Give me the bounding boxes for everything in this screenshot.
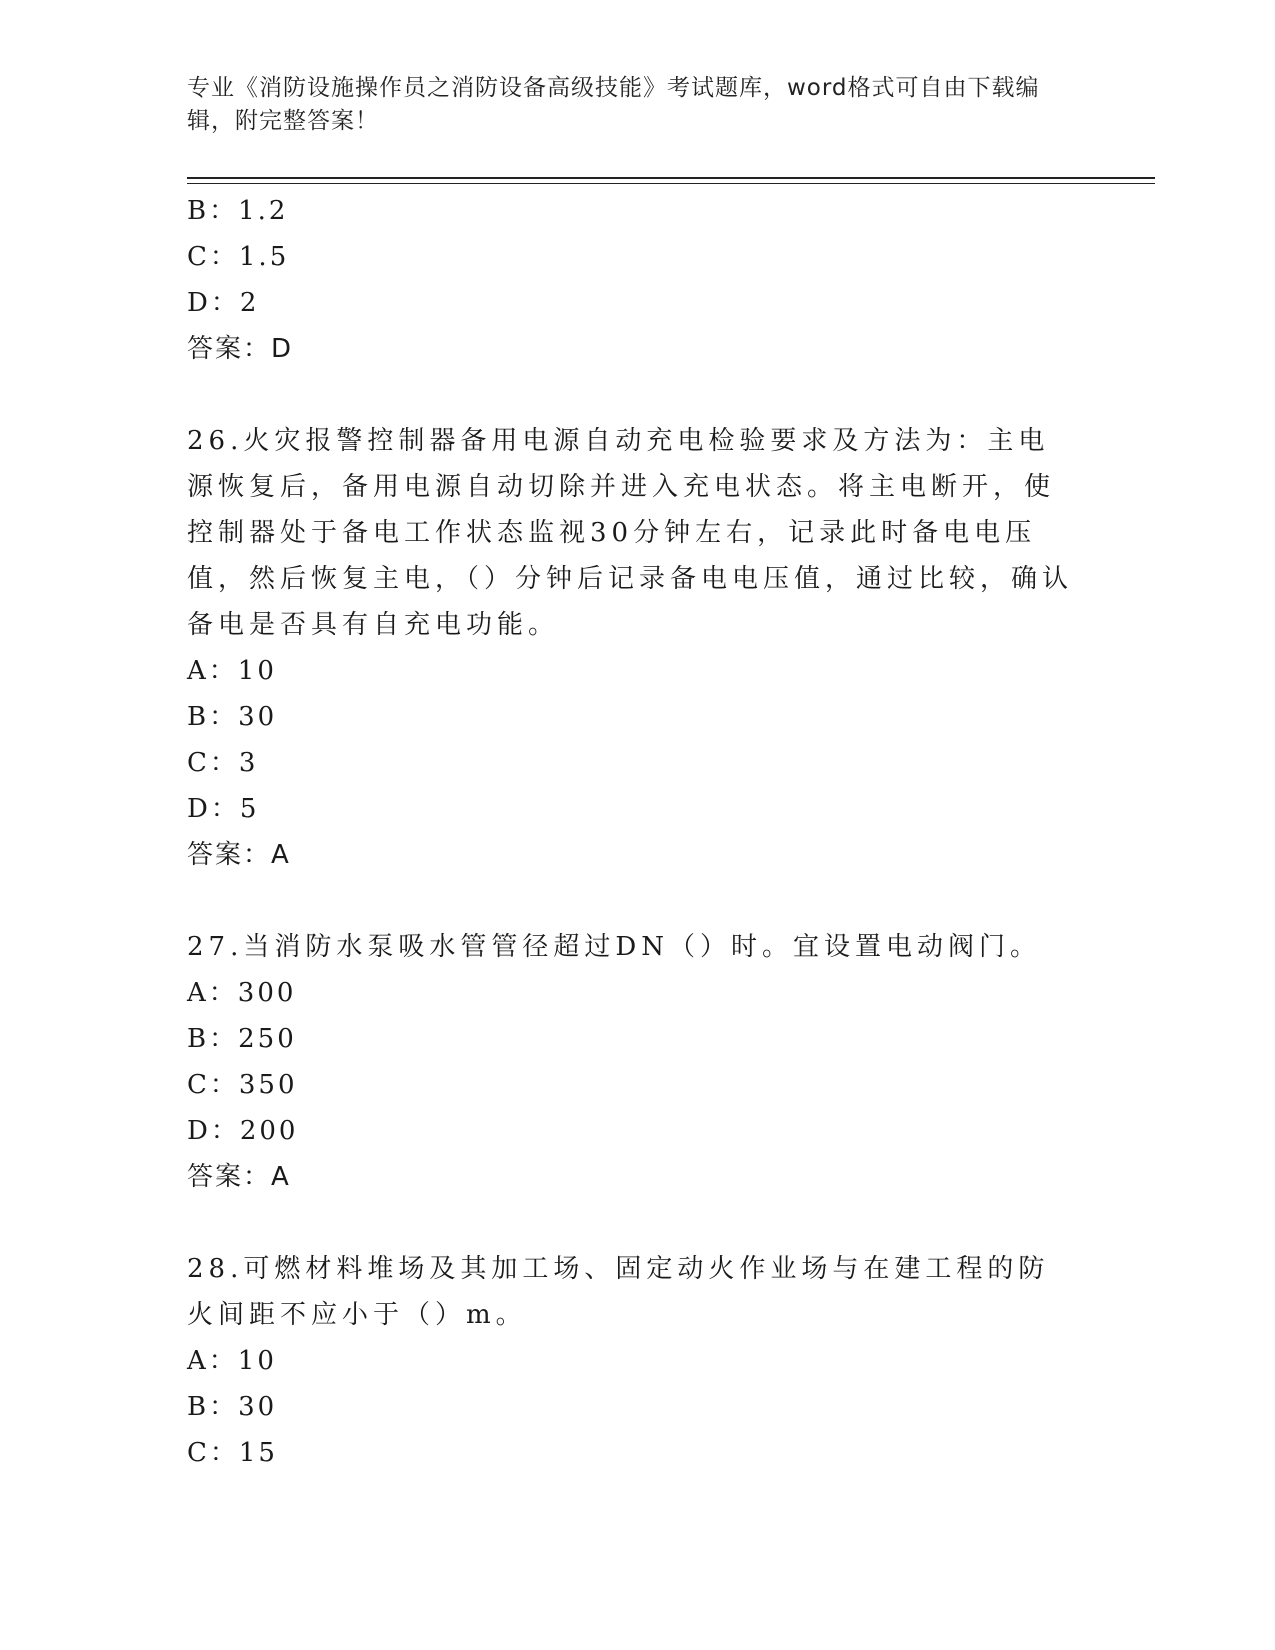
option-c: C：1.5 (187, 242, 290, 272)
page-header: 专业《消防设施操作员之消防设备高级技能》考试题库，word格式可自由下载编辑，附完整答案！ (187, 75, 1040, 134)
question-28 (187, 1246, 1077, 1476)
option-c: C：350 (187, 1070, 298, 1100)
answer-line: 答案：D (187, 334, 294, 364)
document-content (187, 188, 1077, 1476)
option-b: B：1.2 (187, 196, 289, 226)
answer-line: 答案：A (187, 1162, 291, 1192)
option-a: A：10 (187, 656, 277, 686)
option-c: C：3 (187, 748, 259, 778)
option-a: A：10 (187, 1346, 277, 1376)
option-d: D：2 (187, 288, 260, 318)
question-27 (187, 924, 1077, 1200)
option-b: B：250 (187, 1024, 297, 1054)
question-25-partial (187, 188, 1077, 372)
option-b: B：30 (187, 702, 278, 732)
option-d: D：5 (187, 794, 260, 824)
option-c: C：15 (187, 1438, 278, 1468)
answer-line: 答案：A (187, 840, 291, 870)
question-text: 28.可燃材料堆场及其加工场、固定动火作业场与在建工程的防火间距不应小于（）m。 (187, 1254, 1050, 1330)
question-26 (187, 418, 1077, 878)
header-rule-thin (187, 183, 1155, 184)
option-d: D：200 (187, 1116, 299, 1146)
option-b: B：30 (187, 1392, 278, 1422)
question-text: 27.当消防水泵吸水管管径超过DN（）时。宜设置电动阀门。 (187, 932, 1041, 962)
header-rule-thick (187, 177, 1155, 179)
question-text: 26.火灾报警控制器备用电源自动充电检验要求及方法为：主电源恢复后，备用电源自动切除并进入充电状态。将主电断开，使控制器处于备电工作状态监视30分钟左右，记录此时备电电压值，然后恢复主电，（）分钟后记录备电电压值，通过比较，确认备电是否具有自充电功能。 (187, 426, 1074, 640)
option-a: A：300 (187, 978, 297, 1008)
